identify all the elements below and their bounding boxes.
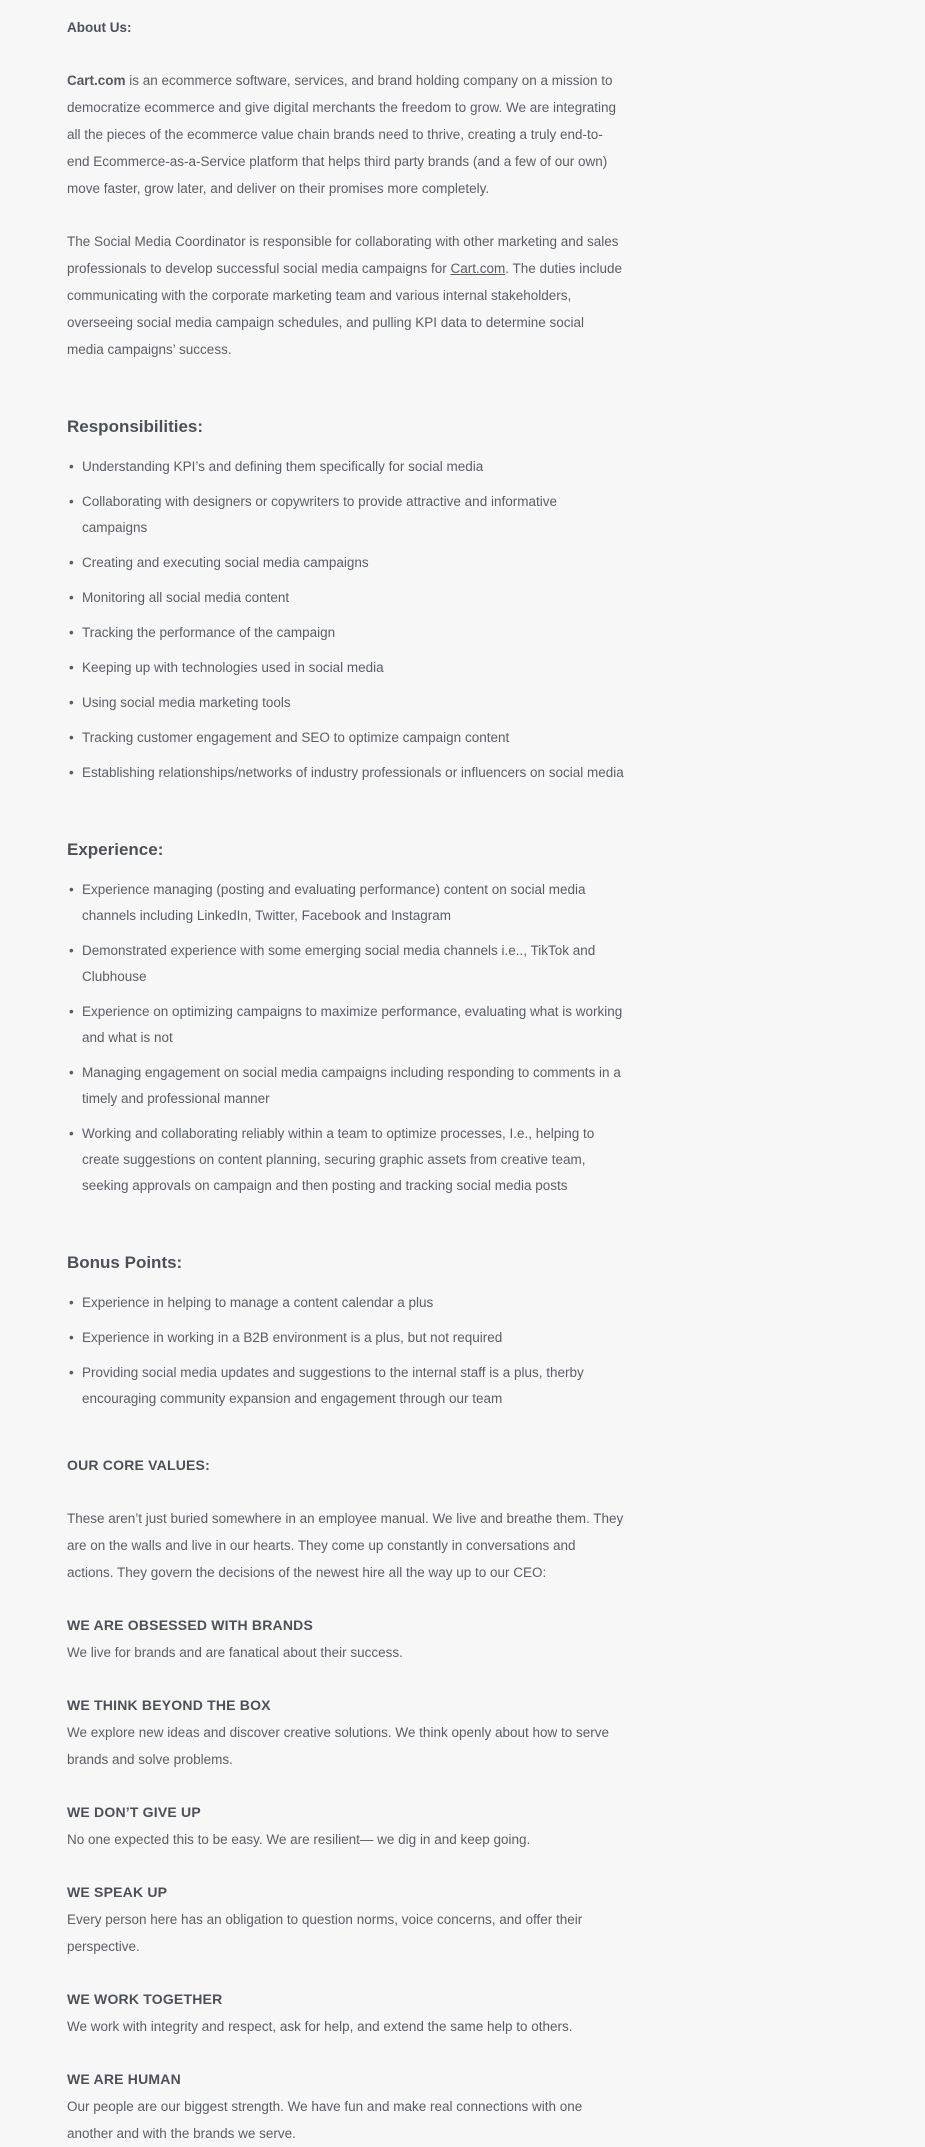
list-item-text: Working and collaborating reliably within a team to optimize processes, I.e., helping to create suggestions on content planning, securing graphic assets from creative team, seeking approvals on campaign and then posting and tracking social media posts <box>82 1126 595 1193</box>
list-item-text: Keeping up with technologies used in social media <box>82 660 384 675</box>
about-paragraph-role <box>67 228 624 363</box>
list-item <box>67 585 624 611</box>
list-item-text: Experience in helping to manage a content calendar a plus <box>82 1295 434 1310</box>
about-paragraph-company <box>67 67 624 202</box>
job-description-content <box>67 14 624 2147</box>
bonus-points-section <box>67 1251 624 1412</box>
list-item <box>67 1360 624 1412</box>
list-item <box>67 938 624 990</box>
bonus-points-heading: Bonus Points: <box>67 1253 183 1272</box>
list-item-text: Using social media marketing tools <box>82 695 291 710</box>
core-values-intro: These aren’t just buried somewhere in an employee manual. We live and breathe them. They are on the walls and live in our hearts. They come up constantly in conversations and actions. They govern the decisions of the newest hire all the way up to our CEO: <box>67 1511 624 1580</box>
list-item-text: Understanding KPI’s and defining them specifically for social media <box>82 459 484 474</box>
core-values-heading: OUR CORE VALUES: <box>67 1457 210 1473</box>
list-item <box>67 690 624 716</box>
core-value-block <box>67 1986 624 2040</box>
core-value-block <box>67 1799 624 1853</box>
core-value-block <box>67 1612 624 1666</box>
list-item-text: Tracking the performance of the campaign <box>82 625 336 640</box>
company-name-bold: Cart.com <box>67 73 126 88</box>
core-value-body: Every person here has an obligation to question norms, voice concerns, and offer their perspective. <box>67 1912 583 1954</box>
responsibilities-heading: Responsibilities: <box>67 417 204 436</box>
role-paragraph-text-before-link: The Social Media Coordinator is responsible for collaborating with other marketing and sales professionals to develop successful social media campaigns for <box>67 234 619 276</box>
core-value-block <box>67 1692 624 1773</box>
core-value-body: We explore new ideas and discover creative solutions. We think openly about how to serve brands and solve problems. <box>67 1725 610 1767</box>
core-value-title: WE SPEAK UP <box>67 1884 168 1900</box>
experience-list <box>67 877 624 1199</box>
about-paragraph-company-text: is an ecommerce software, services, and brand holding company on a mission to democratize ecommerce and give digital merchants the freedom to grow. We are integrating all the pieces of the ecommerce value chain brands need to thrive, creating a truly end-to-end Ecommerce-as-a-Service platform that helps third party brands (and a few of our own) move faster, grow later, and deliver on their promises more completely. <box>67 73 617 196</box>
list-item <box>67 1325 624 1351</box>
list-item-text: Creating and executing social media campaigns <box>82 555 369 570</box>
list-item-text: Monitoring all social media content <box>82 590 290 605</box>
list-item-text: Experience in working in a B2B environment is a plus, but not required <box>82 1330 503 1345</box>
list-item-text: Tracking customer engagement and SEO to optimize campaign content <box>82 730 510 745</box>
list-item-text: Establishing relationships/networks of industry professionals or influencers on social media <box>82 765 624 780</box>
list-item <box>67 999 624 1051</box>
responsibilities-section <box>67 415 624 786</box>
core-value-body: We work with integrity and respect, ask for help, and extend the same help to others. <box>67 2019 573 2034</box>
list-item <box>67 725 624 751</box>
list-item <box>67 1290 624 1316</box>
core-values-section <box>67 1452 624 2147</box>
list-item-text: Managing engagement on social media campaigns including responding to comments in a timely and professional manner <box>82 1065 621 1106</box>
list-item-text: Demonstrated experience with some emerging social media channels i.e.., TikTok and Clubhouse <box>82 943 596 984</box>
experience-section <box>67 838 624 1199</box>
list-item-text: Providing social media updates and suggestions to the internal staff is a plus, therby encouraging community expansion and engagement through our team <box>82 1365 584 1406</box>
role-paragraph-text-after-link: . The duties include communicating with the corporate marketing team and various internal stakeholders, overseeing social media campaign schedules, and pulling KPI data to determine social media campaigns’ success. <box>67 261 623 357</box>
bonus-points-list <box>67 1290 624 1412</box>
core-value-title: WE WORK TOGETHER <box>67 1991 223 2007</box>
core-value-block <box>67 1879 624 1960</box>
core-value-title: WE ARE OBSESSED WITH BRANDS <box>67 1617 314 1633</box>
list-item <box>67 550 624 576</box>
list-item-text: Collaborating with designers or copywriters to provide attractive and informative campaigns <box>82 494 557 535</box>
core-value-body: We live for brands and are fanatical about their success. <box>67 1645 403 1660</box>
list-item <box>67 877 624 929</box>
cart-com-link[interactable]: Cart.com <box>450 261 506 276</box>
core-values-list <box>67 1612 624 2147</box>
core-value-title: WE ARE HUMAN <box>67 2071 181 2087</box>
list-item <box>67 454 624 480</box>
experience-heading: Experience: <box>67 840 164 859</box>
core-value-body: No one expected this to be easy. We are resilient— we dig in and keep going. <box>67 1832 531 1847</box>
list-item <box>67 655 624 681</box>
responsibilities-list <box>67 454 624 786</box>
core-value-title: WE THINK BEYOND THE BOX <box>67 1697 271 1713</box>
list-item <box>67 620 624 646</box>
list-item <box>67 1121 624 1199</box>
list-item-text: Experience managing (posting and evaluating performance) content on social media channels including LinkedIn, Twitter, Facebook and Instagram <box>82 882 586 923</box>
about-us-heading: About Us: <box>67 20 132 35</box>
core-value-body: Our people are our biggest strength. We have fun and make real connections with one another and with the brands we serve. <box>67 2099 583 2141</box>
core-value-title: WE DON’T GIVE UP <box>67 1804 201 1820</box>
list-item <box>67 489 624 541</box>
list-item <box>67 1060 624 1112</box>
core-value-block <box>67 2066 624 2147</box>
list-item-text: Experience on optimizing campaigns to maximize performance, evaluating what is working and what is not <box>82 1004 623 1045</box>
list-item <box>67 760 624 786</box>
